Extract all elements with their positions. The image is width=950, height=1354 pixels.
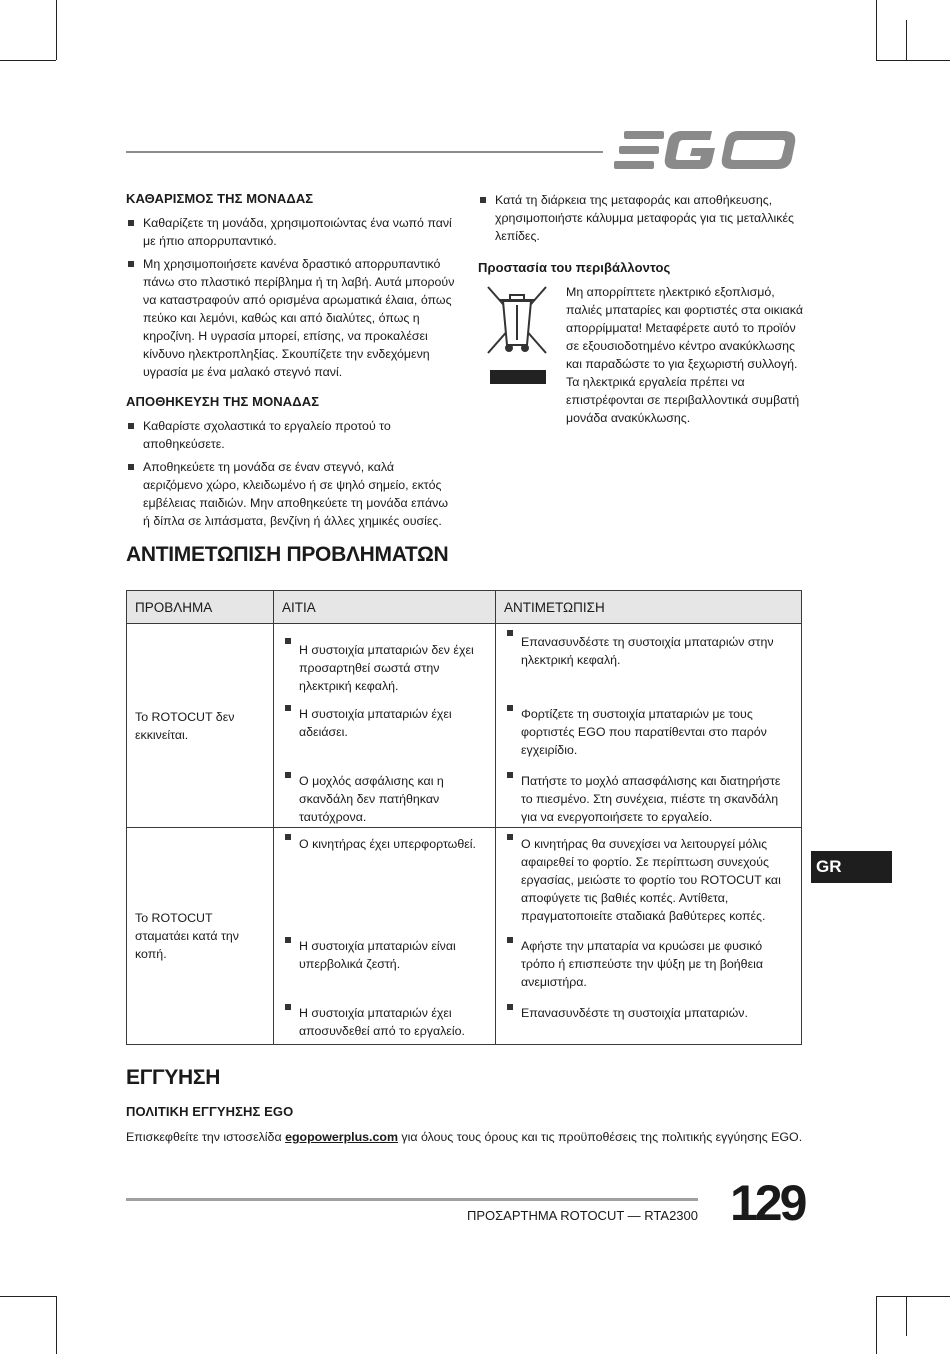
right-column <box>478 191 802 275</box>
cause-cell <box>274 624 496 700</box>
list-item: Καθαρίστε σχολαστικά το εργαλείο προτού το αποθηκεύσετε. <box>126 417 456 453</box>
ego-logo <box>614 128 800 172</box>
column-header-cause: ΑΙΤΙΑ <box>274 591 496 624</box>
solution-cell <box>496 998 802 1045</box>
crop-mark <box>56 0 57 60</box>
cause-text: Η συστοιχία μπαταριών δεν έχει προσαρτηθεί σωστά στην ηλεκτρική κεφαλή. <box>274 632 495 695</box>
cause-text: Η συστοιχία μπαταριών είναι υπερβολικά ζεστή. <box>274 931 495 973</box>
solution-cell <box>496 766 802 828</box>
solution-cell <box>496 624 802 700</box>
solution-cell <box>496 931 802 998</box>
cause-cell <box>274 699 496 766</box>
language-tab: GR <box>811 851 892 883</box>
table-row <box>127 828 802 932</box>
crop-mark <box>876 1296 877 1354</box>
crop-mark <box>876 1296 950 1297</box>
problem-cell: Το ROTOCUT σταματάει κατά την κοπή. <box>127 828 274 1045</box>
crop-mark <box>906 1296 907 1336</box>
solution-text: Αφήστε την μπαταρία να κρυώσει με φυσικό τρόπο ή επισπεύστε την ψύξη με τη βοήθεια ανεμιστήρα. <box>496 931 801 991</box>
list-item: Καθαρίζετε τη μονάδα, χρησιμοποιώντας ένα νωπό πανί με ήπιο απορρυπαντικό. <box>126 214 456 250</box>
warranty-text-before: Επισκεφθείτε την ιστοσελίδα <box>126 1130 286 1144</box>
solution-text: Επανασυνδέστε τη συστοιχία μπαταριών στην ηλεκτρική κεφαλή. <box>496 624 801 669</box>
column-header-solution: ΑΝΤΙΜΕΤΩΠΙΣΗ <box>496 591 802 624</box>
crop-mark <box>876 60 950 61</box>
storage-heading: ΑΠΟΘΗΚΕΥΣΗ ΤΗΣ ΜΟΝΑΔΑΣ <box>126 394 320 409</box>
cleaning-heading: ΚΑΘΑΡΙΣΜΟΣ ΤΗΣ ΜΟΝΑΔΑΣ <box>126 191 314 206</box>
crossed-bin-icon <box>484 283 550 387</box>
solution-text: Πατήστε το μοχλό απασφάλισης και διατηρήστε το πιεσμένο. Στη συνέχεια, πιέστε τη σκανδάλη για να ενεργοποιήσετε το εργαλείο. <box>496 766 801 826</box>
solution-cell <box>496 828 802 932</box>
crop-mark <box>0 60 56 61</box>
column-header-problem: ΠΡΟΒΛΗΜΑ <box>127 591 274 624</box>
page-number: 129 <box>730 1175 805 1231</box>
header-rule <box>126 151 603 153</box>
table-row <box>127 624 802 700</box>
environment-heading: Προστασία του περιβάλλοντος <box>478 260 671 275</box>
list-item: Μη χρησιμοποιήσετε κανένα δραστικό απορρυπαντικό πάνω στο πλαστικό περίβλημα ή τη λαβή. Αυτά μπορούν να καταστραφούν από ορισμένα αρωματικά έλαια, όπως πεύκο και λεμόνι, καθώς και από διαλύτες, όπως η κηροζίνη. Η υγρασία μπορεί, επίσης, να προκαλέσει κίνδυνο ηλεκτροπληξίας. Σκουπίζετε την ενδεχόμενη υγρασία με ένα μαλακό στεγνό πανί. <box>126 255 456 381</box>
crop-mark <box>56 1296 57 1354</box>
warranty-text-after: για όλους τους όρους και τις προϋποθέσεις της πολιτικής εγγύησης EGO. <box>397 1130 803 1144</box>
cause-cell <box>274 931 496 998</box>
warranty-text <box>126 1128 806 1146</box>
environment-text: Μη απορρίπτετε ηλεκτρικό εξοπλισμό, παλιές μπαταρίες και φορτιστές στα οικιακά απορρίμματα! Μεταφέρετε αυτό το προϊόν σε εξουσιοδοτημένο κέντρο ανακύκλωσης και παραδώστε το για ξεχωριστή συλλογή. Τα ηλεκτρικά εργαλεία πρέπει να επιστρέφονται σε περιβαλλοντικά συμβατή μονάδα ανακύκλωσης. <box>566 285 803 425</box>
warranty-heading: ΕΓΓΥΗΣΗ <box>126 1066 221 1089</box>
solution-text: Ο κινητήρας θα συνεχίσει να λειτουργεί μόλις αφαιρεθεί το φορτίο. Σε περίπτωση συνεχούς εργασίας, μειώστε το φορτίο του ROTOCUT και αποφύγετε τις βαθιές κοπές. Αντίθετα, πραγματοποιείτε σταδιακά βαθύτερες κοπές. <box>496 828 801 925</box>
solution-cell <box>496 699 802 766</box>
footer-rule <box>126 1198 698 1201</box>
warranty-subheading: ΠΟΛΙΤΙΚΗ ΕΓΓΥΗΣΗΣ EGO <box>126 1104 294 1119</box>
cause-text: Η συστοιχία μπαταριών έχει αποσυνδεθεί από το εργαλείο. <box>274 998 495 1040</box>
storage-list <box>126 417 456 530</box>
cause-cell <box>274 828 496 932</box>
solution-text: Επανασυνδέστε τη συστοιχία μπαταριών. <box>496 998 801 1022</box>
cause-text: Ο μοχλός ασφάλισης και η σκανδάλη δεν πατήθηκαν ταυτόχρονα. <box>274 766 495 826</box>
cause-cell <box>274 766 496 828</box>
troubleshooting-heading: ΑΝΤΙΜΕΤΩΠΙΣΗ ΠΡΟΒΛΗΜΑΤΩΝ <box>126 543 449 566</box>
list-item: Κατά τη διάρκεια της μεταφοράς και αποθήκευσης, χρησιμοποιήστε κάλυμμα μεταφοράς για τις μεταλλικές λεπίδες. <box>478 191 802 245</box>
storage-list-continued <box>478 191 802 245</box>
problem-cell: Το ROTOCUT δεν εκκινείται. <box>127 624 274 828</box>
table-header-row <box>127 591 802 624</box>
cause-text: Ο κινητήρας έχει υπερφορτωθεί. <box>274 828 495 853</box>
crop-mark <box>876 0 877 60</box>
warranty-link[interactable]: egopowerplus.com <box>285 1130 398 1144</box>
list-item: Αποθηκεύετε τη μονάδα σε έναν στεγνό, καλά αεριζόμενο χώρο, κλειδωμένο ή σε ψηλό σημείο, εκτός εμβέλειας παιδιών. Μην αποθηκεύετε τη μονάδα επάνω ή δίπλα σε λιπάσματα, βενζίνη ή άλλες χημικές ουσίες. <box>126 458 456 530</box>
solution-text: Φορτίζετε τη συστοιχία μπαταριών με τους φορτιστές EGO που παρατίθενται στο παρόν εγχειρίδιο. <box>496 699 801 759</box>
cause-cell <box>274 998 496 1045</box>
crop-mark <box>906 20 907 60</box>
cleaning-list <box>126 214 456 381</box>
troubleshooting-table <box>126 590 802 1045</box>
left-column <box>126 191 456 535</box>
cause-text: Η συστοιχία μπαταριών έχει αδειάσει. <box>274 699 495 741</box>
footer-title: ΠΡΟΣΑΡΤΗΜΑ ROTOCUT — RTA2300 <box>466 1208 698 1223</box>
crop-mark <box>0 1296 56 1297</box>
